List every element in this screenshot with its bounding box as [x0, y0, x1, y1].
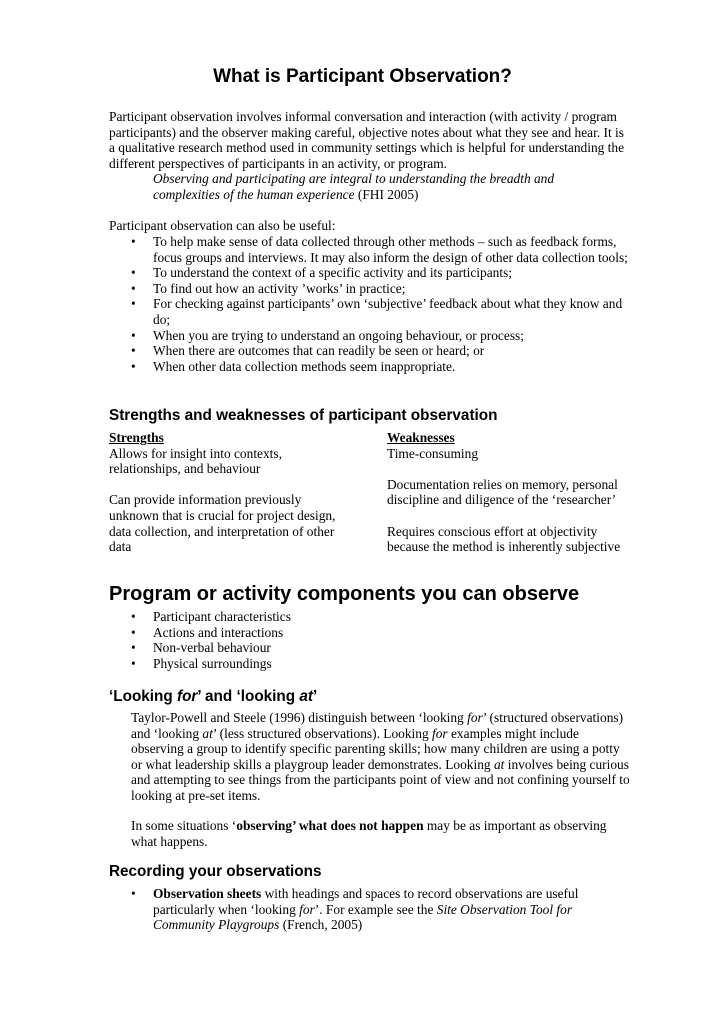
list-item: • When there are outcomes that can readily be seen or heard; or: [109, 343, 629, 359]
list-item: • To help make sense of data collected through other methods – such as feedback forms, focus groups and interviews. It may also inform the design of other data collection tools;: [109, 234, 629, 265]
components-list: [109, 609, 629, 671]
weaknesses-label: Weaknesses: [387, 430, 455, 445]
list-item: • Non-verbal behaviour: [109, 640, 629, 656]
sw-heading: Strengths and weaknesses of participant observation: [109, 407, 498, 424]
text-italic: for: [467, 710, 483, 725]
text-italic: for: [432, 725, 448, 741]
text-run: ’ (less structured observations). Looking: [212, 725, 432, 741]
text-bold: observing’ what does not happen: [236, 818, 424, 833]
text-run: Taylor-Powell and Steele (1996) distinguish between ‘looking: [131, 710, 468, 725]
quote-text: Observing and participating are integral to understanding the breadth and complexities of the human experience: [153, 171, 555, 202]
components-heading: Program or activity components you can observe: [109, 583, 580, 605]
text-italic: Site Observation Tool for Community Playgroups: [153, 901, 573, 933]
text-italic: at: [493, 756, 505, 772]
heading-part: ’ and ‘looking: [197, 688, 300, 705]
list-item: • When other data collection methods seem inappropriate.: [109, 359, 629, 375]
heading-part: ’: [312, 688, 318, 705]
text-italic: for: [299, 901, 315, 917]
weakness-item: Time-consuming: [387, 445, 479, 461]
looking-heading: [109, 688, 317, 706]
list-item: • When you are trying to understand an ongoing behaviour, or process;: [109, 328, 629, 344]
recording-heading: Recording your observations: [109, 863, 322, 880]
text-run: may be as important as observing what happens.: [131, 818, 607, 849]
strength-item: Can provide information previously unknown that is crucial for project design, data collection, and interpretation of other data: [109, 492, 336, 555]
list-item: • For checking against participants’ own ‘subjective’ feedback about what they know and do;: [109, 296, 629, 327]
looking-paragraph: [131, 710, 631, 804]
not-happen-paragraph: [131, 818, 631, 849]
text-bold: Observation sheets: [153, 886, 262, 901]
strengths-label: Strengths: [109, 430, 164, 445]
strengths-column: [109, 430, 349, 555]
list-item: • Actions and interactions: [109, 625, 629, 641]
list-item: • Physical surroundings: [109, 656, 629, 672]
list-item: • To understand the context of a specific activity and its participants;: [109, 265, 629, 281]
text-run: ’ (structured observations) and ‘looking: [131, 710, 624, 741]
strength-item: Allows for insight into contexts, relationships, and behaviour: [109, 445, 282, 477]
text-run: with headings and spaces to record observations are useful particularly when ‘looking: [153, 886, 579, 917]
heading-part: ‘Looking: [109, 688, 177, 705]
text-run: (French, 2005): [279, 917, 363, 933]
recording-list: [109, 886, 629, 933]
quote-citation: (FHI 2005): [354, 186, 419, 202]
weakness-item: Requires conscious effort at objectivity because the method is inherently subjective: [387, 523, 621, 555]
text-run: In some situations ‘: [131, 818, 237, 833]
heading-italic: at: [299, 688, 313, 705]
text-run: ’. For example see the: [314, 901, 437, 917]
useful-list: [109, 234, 629, 374]
list-item: • To find out how an activity ’works’ in practice;: [109, 281, 629, 297]
text-run: involves being curious and attempting to see things from the participants point of view and not confining yourself to looking at pre-set items.: [131, 756, 630, 803]
weakness-item: Documentation relies on memory, personal discipline and diligence of the ‘researcher’: [387, 476, 618, 508]
intro-paragraph: Participant observation involves informal conversation and interaction (with activity / program participants) and the observer making careful, objective notes about what they see and hear. It is a qualitative research method used in community settings which is helpful for understanding the different perspectives of participants in an activity, or program.: [109, 109, 625, 171]
list-item: [109, 886, 629, 933]
list-item: • Participant characteristics: [109, 609, 629, 625]
text-run: examples might include observing a group to identify specific parenting skills; how many children are using a potty or what leadership skills a playgroup leader demonstrates. Looking: [131, 725, 620, 772]
text-italic: at: [202, 725, 213, 741]
heading-italic: for: [176, 688, 198, 705]
page-title: What is Participant Observation?: [213, 66, 512, 87]
useful-lead: Participant observation can also be useful:: [109, 218, 336, 233]
weaknesses-column: [387, 430, 627, 555]
intro-quote: [153, 171, 623, 202]
